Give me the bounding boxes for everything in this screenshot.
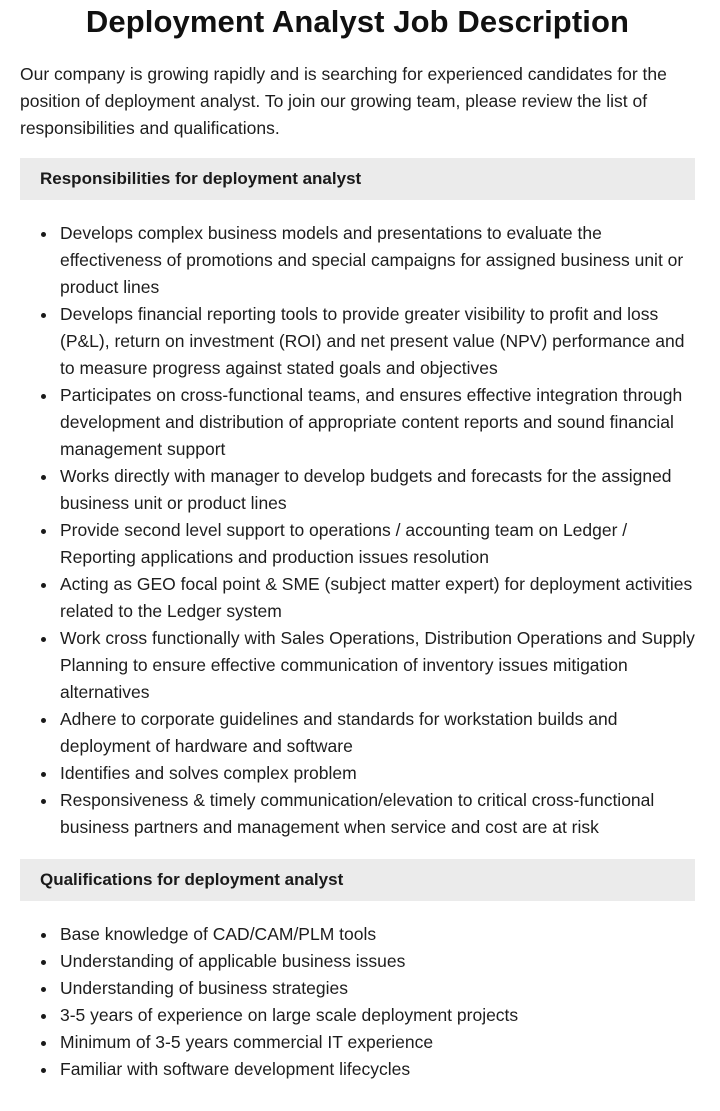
qualification-item: Familiar with software development lifecycles <box>20 1056 700 1083</box>
qualifications-list <box>20 921 695 1083</box>
responsibility-item: Develops complex business models and presentations to evaluate the effectiveness of promotions and special campaigns for assigned business unit or product lines <box>20 220 700 301</box>
responsibility-item: Adhere to corporate guidelines and standards for workstation builds and deployment of hardware and software <box>20 706 700 760</box>
responsibilities-heading: Responsibilities for deployment analyst <box>20 158 695 200</box>
qualifications-heading: Qualifications for deployment analyst <box>20 859 695 901</box>
qualification-item: Understanding of applicable business issues <box>20 948 700 975</box>
qualification-item: 3-5 years of experience on large scale deployment projects <box>20 1002 700 1029</box>
responsibility-item: Provide second level support to operations / accounting team on Ledger / Reporting applications and production issues resolution <box>20 517 700 571</box>
responsibility-item: Participates on cross-functional teams, and ensures effective integration through development and distribution of appropriate content reports and sound financial management support <box>20 382 700 463</box>
responsibility-item: Acting as GEO focal point & SME (subject matter expert) for deployment activities related to the Ledger system <box>20 571 700 625</box>
qualification-item: Minimum of 3-5 years commercial IT experience <box>20 1029 700 1056</box>
responsibility-item: Develops financial reporting tools to provide greater visibility to profit and loss (P&L), return on investment (ROI) and net present value (NPV) performance and to measure progress against stated goals and objectives <box>20 301 700 382</box>
qualification-item: Understanding of business strategies <box>20 975 700 1002</box>
responsibility-item: Works directly with manager to develop budgets and forecasts for the assigned business unit or product lines <box>20 463 700 517</box>
responsibilities-list <box>20 220 695 841</box>
responsibility-item: Responsiveness & timely communication/elevation to critical cross-functional business partners and management when service and cost are at risk <box>20 787 700 841</box>
page-title: Deployment Analyst Job Description <box>85 4 630 39</box>
qualification-item: Base knowledge of CAD/CAM/PLM tools <box>20 921 700 948</box>
intro-paragraph: Our company is growing rapidly and is searching for experienced candidates for the position of deployment analyst. To join our growing team, please review the list of responsibilities and qualifications. <box>20 64 667 138</box>
responsibility-item: Work cross functionally with Sales Operations, Distribution Operations and Supply Planning to ensure effective communication of inventory issues mitigation alternatives <box>20 625 700 706</box>
responsibility-item: Identifies and solves complex problem <box>20 760 700 787</box>
